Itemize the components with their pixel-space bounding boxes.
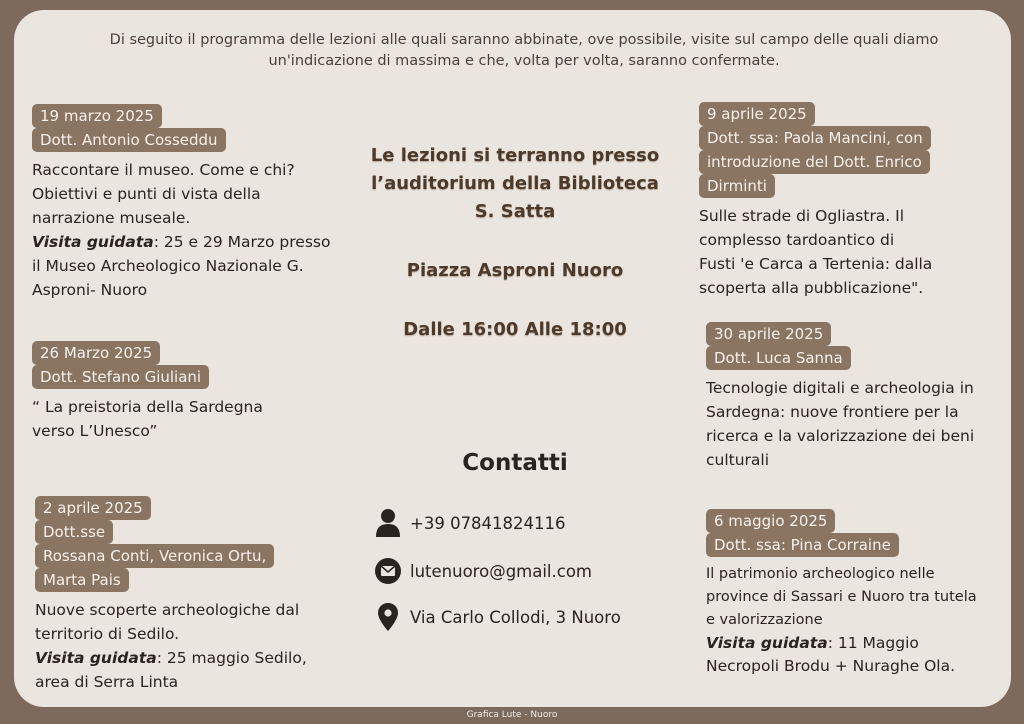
- lesson-date: 9 aprile 2025: [699, 102, 815, 126]
- lesson-2: [32, 341, 342, 443]
- lesson-date: 19 marzo 2025: [32, 104, 162, 128]
- lesson-body: Il patrimonio archeologico nelle province di Sassari e Nuoro tra tutela e valorizzazione Visita guidata: 11 Maggio Necropoli Brodu + Nuraghe Ola.: [706, 566, 977, 675]
- phone-number[interactable]: +39 07841824116: [410, 513, 566, 533]
- lesson-6: [706, 509, 1006, 678]
- visit-label: Visita guidata: [706, 634, 828, 652]
- lesson-speaker: Rossana Conti, Veronica Ortu,: [35, 544, 274, 568]
- lesson-speaker: Dott. Luca Sanna: [706, 346, 851, 370]
- intro-text: Di seguito il programma delle lezioni alle quali saranno abbinate, ove possibile, visite sul campo delle quali diamo un'indicazione di massima e che, volta per volta, saranno confermate.: [109, 32, 939, 69]
- lesson-speaker: Dott.sse: [35, 520, 113, 544]
- contact-phone: [374, 508, 566, 538]
- lesson-body: Tecnologie digitali e archeologia in Sardegna: nuove frontiere per la ricerca e la valorizzazione dei beni culturali: [706, 379, 975, 469]
- lesson-date: 2 aprile 2025: [35, 496, 151, 520]
- location-pin-icon: [374, 602, 402, 632]
- venue-block: Le lezioni si terranno presso l’auditorium della Biblioteca S. Satta: [370, 145, 660, 222]
- email-icon: [374, 556, 402, 586]
- lesson-speaker: Dirminti: [699, 174, 775, 198]
- lesson-speaker: Marta Pais: [35, 568, 129, 592]
- venue-time: Dalle 16:00 Alle 18:00: [403, 319, 627, 340]
- venue-address: Piazza Asproni Nuoro: [406, 260, 624, 281]
- lesson-1: [32, 104, 342, 302]
- lesson-date: 26 Marzo 2025: [32, 341, 160, 365]
- lesson-4: [699, 102, 999, 300]
- lesson-speaker: Dott. Antonio Cosseddu: [32, 128, 226, 152]
- lesson-body: “ La preistoria della Sardegna verso L’Unesco”: [32, 398, 263, 440]
- lesson-body: Sulle strade di Ogliastra. Il complesso tardoantico di Fusti 'e Carca a Tertenia: dalla scoperta alla pubblicazione".: [699, 207, 933, 297]
- lesson-3: [35, 496, 345, 694]
- lesson-body: Raccontare il museo. Come e chi? Obiettivi e punti di vista della narrazione museale. Visita guidata: 25 e 29 Marzo presso il Museo Archeologico Nazionale G. Asproni- Nuoro: [32, 161, 331, 299]
- email-address[interactable]: lutenuoro@gmail.com: [410, 561, 592, 581]
- lesson-speaker: Dott. Stefano Giuliani: [32, 365, 209, 389]
- contacts-title: Contatti: [462, 450, 568, 476]
- street-address: Via Carlo Collodi, 3 Nuoro: [410, 607, 621, 627]
- contact-address: [374, 602, 621, 632]
- lesson-body: Nuove scoperte archeologiche dal territorio di Sedilo. Visita guidata: 25 maggio Sedilo, area di Serra Linta: [35, 601, 307, 691]
- visit-label: Visita guidata: [32, 233, 154, 251]
- footer-credit: Grafica Lute - Nuoro: [466, 710, 558, 720]
- lesson-5: [706, 322, 1006, 472]
- lesson-speaker: Dott. ssa: Pina Corraine: [706, 533, 899, 557]
- lesson-date: 6 maggio 2025: [706, 509, 835, 533]
- contact-email: [374, 556, 592, 586]
- lesson-speaker: Dott. ssa: Paola Mancini, con: [699, 126, 931, 150]
- lesson-speaker: introduzione del Dott. Enrico: [699, 150, 930, 174]
- visit-label: Visita guidata: [35, 649, 157, 667]
- person-icon: [374, 508, 402, 538]
- lesson-date: 30 aprile 2025: [706, 322, 831, 346]
